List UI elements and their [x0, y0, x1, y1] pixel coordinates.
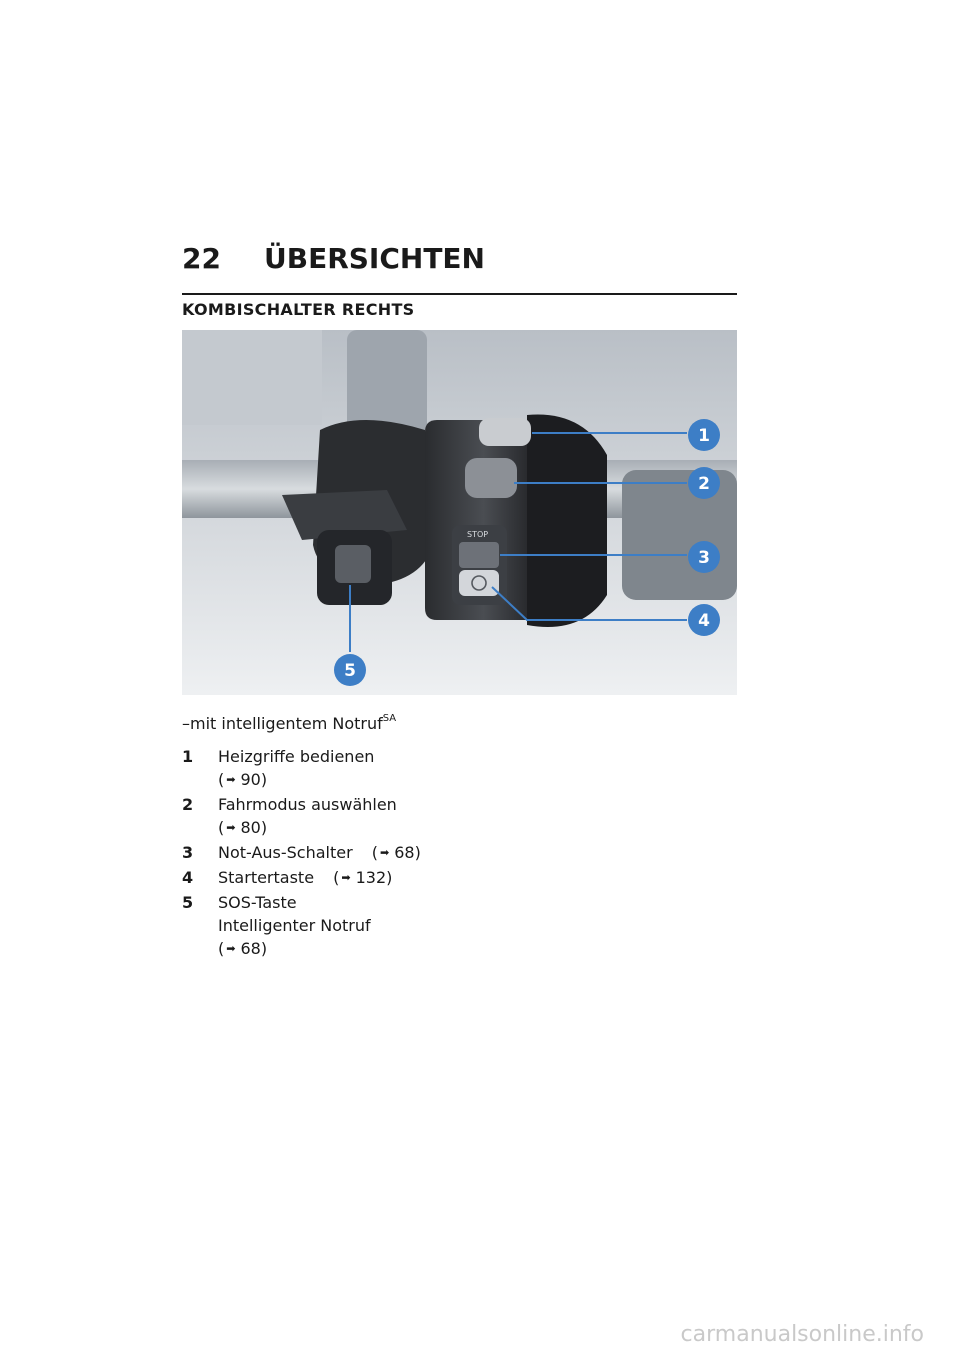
legend-text: Fahrmodus auswählen — [218, 795, 397, 814]
legend-item — [182, 793, 602, 841]
legend-number: 4 — [182, 868, 194, 887]
watermark: carmanualsonline.info — [680, 1322, 924, 1347]
svg-text:1: 1 — [698, 426, 710, 446]
callout-legend — [182, 745, 602, 962]
svg-text:5: 5 — [344, 661, 356, 681]
arrow-right-icon: ➡ — [380, 846, 390, 859]
svg-text:4: 4 — [698, 611, 710, 631]
legend-number: 1 — [182, 747, 194, 766]
legend-item — [182, 866, 602, 891]
legend-number: 5 — [182, 893, 194, 912]
handlebar-switch-figure — [182, 330, 737, 695]
legend-number: 3 — [182, 843, 194, 862]
variant-note-text: –mit intelligentem Notruf — [182, 714, 383, 733]
legend-text: SOS-Taste — [218, 893, 297, 912]
callout-1 — [688, 419, 720, 451]
arrow-right-icon: ➡ — [341, 871, 351, 884]
legend-text: Not-Aus-Schalter — [218, 843, 353, 862]
arrow-right-icon: ➡ — [226, 942, 236, 955]
arrow-right-icon: ➡ — [226, 773, 236, 786]
section-divider — [182, 293, 737, 295]
svg-text:3: 3 — [698, 548, 710, 568]
page-reference[interactable]: ( ➡ 80) — [218, 818, 268, 837]
stop-switch-label: STOP — [467, 530, 489, 539]
callout-4 — [688, 604, 720, 636]
legend-text: Heizgriffe bedienen — [218, 747, 375, 766]
page-reference[interactable]: ( ➡ 68) — [218, 939, 268, 958]
arrow-right-icon: ➡ — [226, 821, 236, 834]
legend-number: 2 — [182, 795, 194, 814]
legend-text: Startertaste — [218, 868, 315, 887]
legend-item — [182, 841, 602, 866]
svg-text:2: 2 — [698, 474, 710, 494]
page-reference[interactable]: ( ➡ 68) — [371, 843, 421, 862]
callout-2 — [688, 467, 720, 499]
page-reference[interactable]: ( ➡ 90) — [218, 770, 268, 789]
legend-item — [182, 891, 602, 962]
page-header — [182, 242, 737, 275]
callout-3 — [688, 541, 720, 573]
variant-note — [182, 714, 396, 733]
page-reference[interactable]: ( ➡ 132) — [333, 868, 393, 887]
callout-5 — [334, 654, 366, 686]
section-heading: KOMBISCHALTER RECHTS — [182, 300, 415, 319]
legend-item — [182, 745, 602, 793]
sa-superscript: SA — [382, 712, 397, 724]
legend-text: Intelligenter Notruf — [218, 916, 371, 935]
page-number: 22 — [182, 242, 221, 275]
page-title: ÜBERSICHTEN — [264, 242, 485, 275]
handlebar-switch-illustration — [182, 330, 737, 695]
